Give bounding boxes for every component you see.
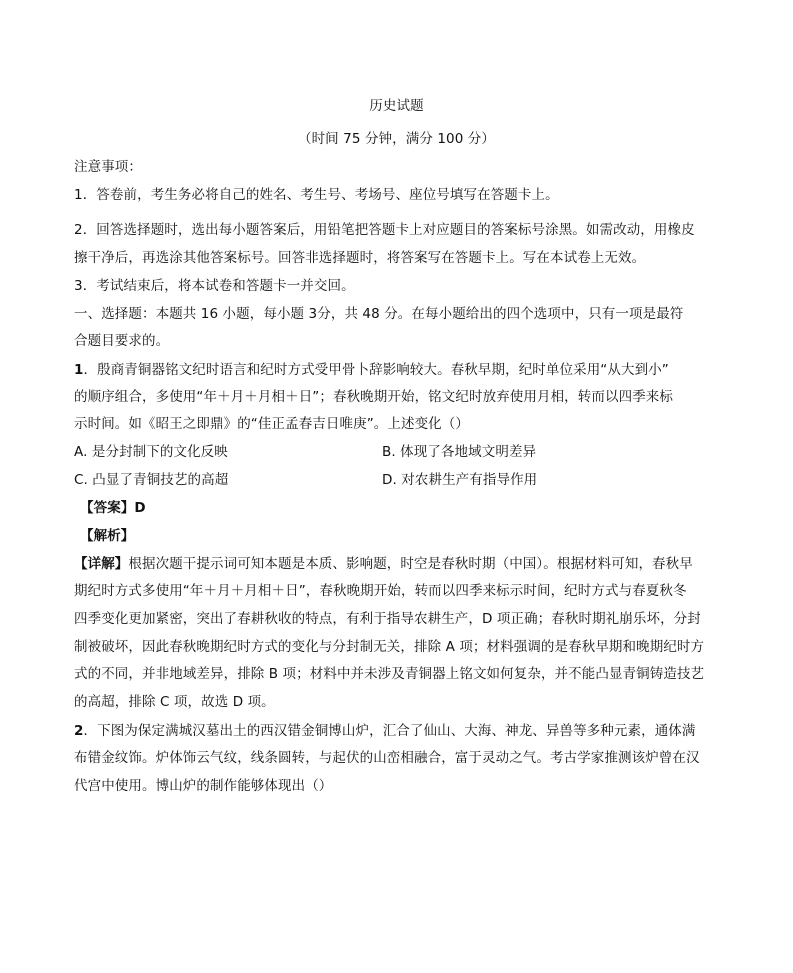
q1-detail-line-1 [74,555,693,573]
notice-item-1: 1．答卷前，考生务必将自己的姓名、考生号、考场号、座位号填写在答题卡上。 [74,187,559,203]
q1-detail-line-6: 的高超，排除 C 项，故选 D 项。 [74,694,275,710]
q1-stem-line-1 [74,361,669,379]
q1-number: 1 [74,362,84,378]
q2-stem-line-1 [74,722,696,740]
detail-tag: 【详解】 [74,556,129,572]
notice-item-2-line-1: 2．回答选择题时，选出每小题答案后，用铅笔把答题卡上对应题目的答案标号涂黑。如需改动，用橡皮 [74,222,695,238]
notice-item-2-line-2: 擦干净后，再选涂其他答案标号。回答非选择题时，将答案写在答题卡上。写在本试卷上无效。 [74,250,646,266]
q1-option-d: D. 对农耕生产有指导作用 [382,472,538,488]
section-heading-line-2: 合题目要求的。 [74,333,170,349]
q1-option-c: C. 凸显了青铜技艺的高超 [74,472,229,488]
doc-subtitle: （时间 75 分钟，满分 100 分） [297,131,495,147]
q1-answer [80,499,146,517]
q2-stem-text-1: ．下图为保定满城汉墓出土的西汉错金铜博山炉，汇合了仙山、大海、神龙、异兽等多种元素，通体满 [83,723,696,739]
q1-detail-line-5: 式的不同，并非地域差异，排除 B 项；材料中并未涉及青铜器上铭文如何复杂，并不能凸显青铜铸造技艺 [74,666,705,682]
q2-stem-line-2: 布错金纹饰。炉体饰云气纹，线条圆转，与起伏的山峦相融合，富于灵动之气。考古学家推测该炉曾在汉 [74,750,700,766]
q2-number: 2 [74,723,84,739]
q2-stem-line-3: 代宫中使用。博山炉的制作能够体现出（） [74,778,333,794]
q1-option-a: A. 是分封制下的文化反映 [74,444,228,460]
q1-stem-text-1: ．殷商青铜器铭文纪时语言和纪时方式受甲骨卜辞影响较大。春秋早期，纪时单位采用“从大到小” [83,362,669,378]
q1-detail-line-4: 制被破坏，因此春秋晚期纪时方式的变化与分封制无关，排除 A 项；材料强调的是春秋早期和晚期纪时方 [74,639,705,655]
section-heading-line-1: 一、选择题：本题共 16 小题，每小题 3分，共 48 分。在每小题给出的四个选项中，只有一项是最符 [74,306,684,322]
q1-option-b: B. 体现了各地域文明差异 [382,444,537,460]
notice-item-3: 3．考试结束后，将本试卷和答题卡一并交回。 [74,278,355,294]
q1-detail-line-3: 四季变化更加紧密，突出了春耕秋收的特点，有利于指导农耕生产，D 项正确；春秋时期礼崩乐坏，分封 [74,611,701,627]
analysis-tag: 【解析】 [80,528,135,544]
answer-tag: 【答案】 [80,500,135,516]
answer-value: D [134,500,146,516]
q1-detail-line-2: 期纪时方式多使用“年＋月＋月相＋日”，春秋晚期开始，转而以四季来标示时间，纪时方式与春夏秋冬 [74,583,687,599]
doc-title: 历史试题 [369,98,424,114]
q1-stem-line-2: 的顺序组合，多使用“年＋月＋月相＋日”；春秋晚期开始，铭文纪时放弃使用月相，转而以四季来标 [74,389,673,405]
q1-stem-line-3: 示时间。如《昭王之即鼎》的“佳正孟春吉日唯庚”。上述变化（） [74,416,469,432]
q1-detail-text-1: 根据次题干提示词可知本题是本质、影响题，时空是春秋时期（中国）。根据材料可知，春秋早 [128,556,693,572]
notice-heading: 注意事项： [74,159,142,175]
